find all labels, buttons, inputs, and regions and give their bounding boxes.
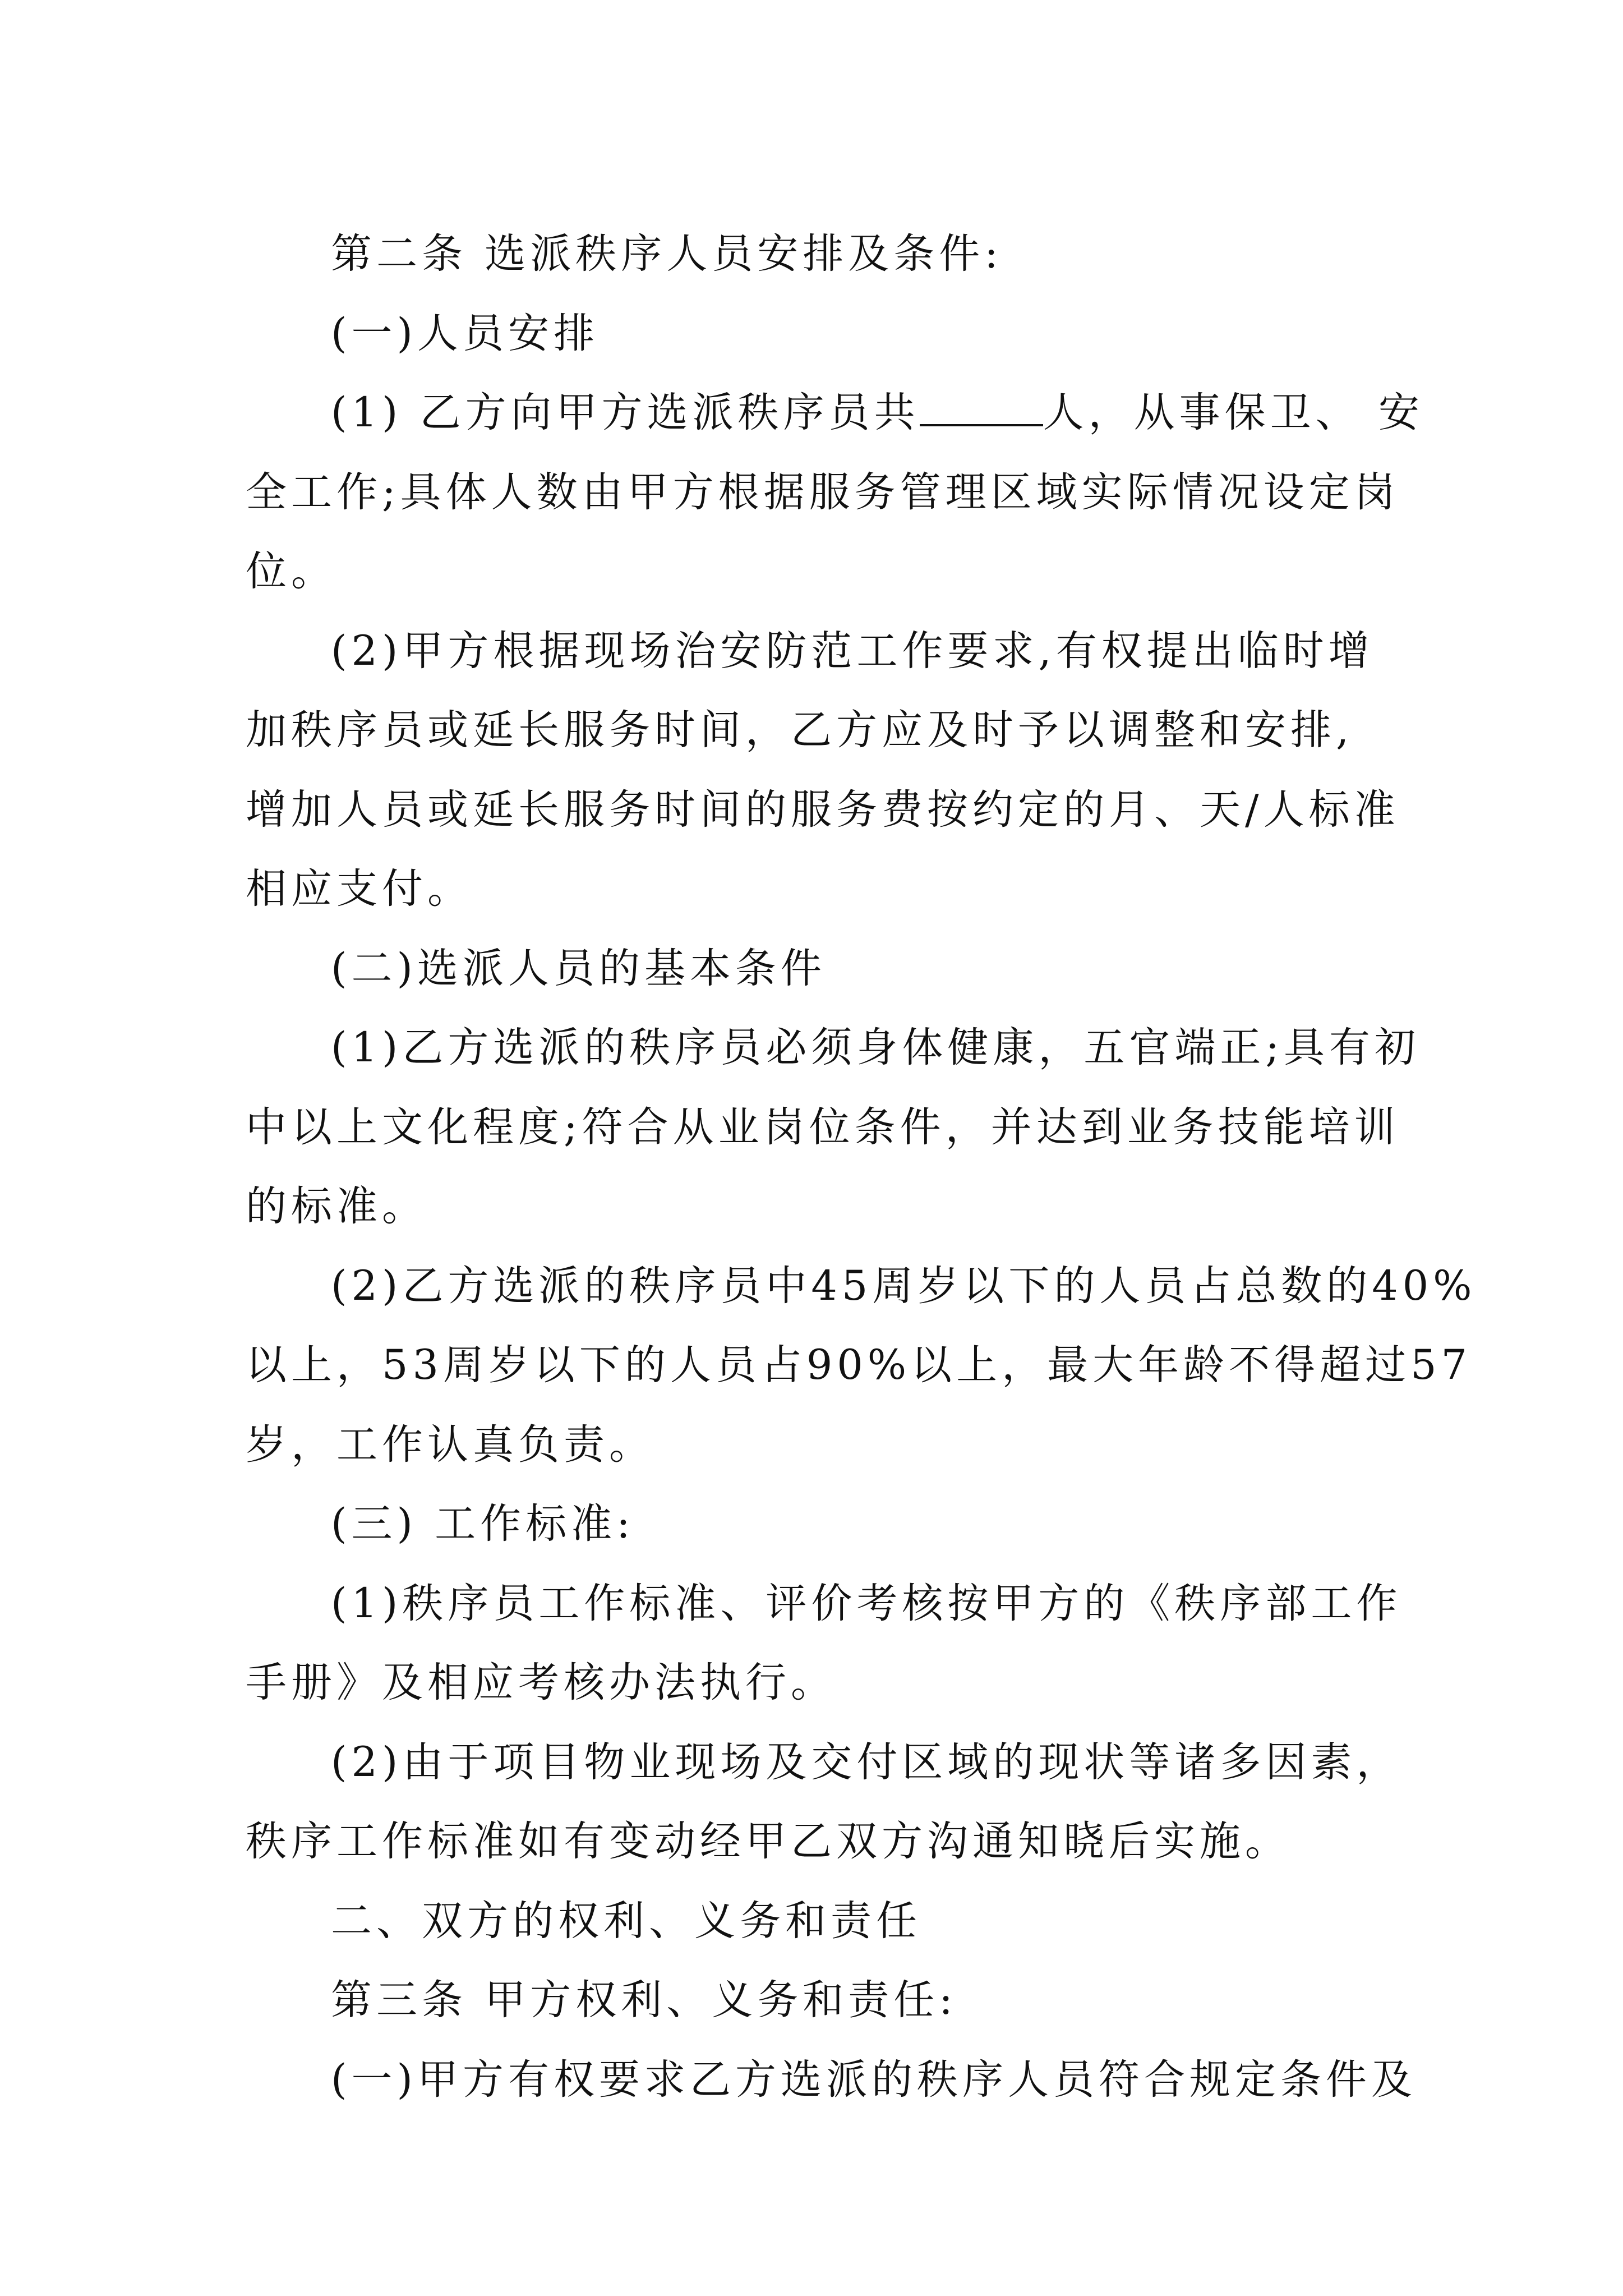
paragraph-line: (1)秩序员工作标准、评价考核按甲方的《秩序部工作 <box>331 1579 1402 1627</box>
section-1-heading: (一)人员安排 <box>331 309 599 357</box>
paragraph-line: (2)乙方选派的秩序员中45周岁以下的人员占总数的40% <box>331 1262 1477 1310</box>
fill-in-blank <box>920 390 1043 426</box>
section-3-heading: (三) 工作标准: <box>331 1500 635 1548</box>
paragraph-line: 以上，53周岁以下的人员占90%以上，最大年龄不得超过57 <box>246 1341 1472 1389</box>
paragraph-line <box>246 373 1424 453</box>
paragraph-line: 中以上文化程度;符合从业岗位条件，并达到业务技能培训 <box>246 1103 1400 1151</box>
section-2-heading: (二)选派人员的基本条件 <box>331 944 826 992</box>
paragraph-line: (2)甲方根据现场治安防范工作要求,有权提出临时增 <box>331 627 1374 675</box>
paragraph-line: 增加人员或延长服务时间的服务费按约定的月、天/人标准 <box>246 785 1400 834</box>
paragraph-line: 手册》及相应考核办法执行。 <box>246 1659 836 1706</box>
paragraph-text: (1) 乙方向甲方选派秩序员共 <box>331 389 920 436</box>
article-3-heading: 第三条 甲方权利、义务和责任: <box>331 1976 957 2024</box>
paragraph-line: 的标准。 <box>246 1182 427 1230</box>
paragraph-text: 人，从事保卫、 安 <box>1043 389 1424 436</box>
paragraph-line: 加秩序员或延长服务时间，乙方应及时予以调整和安排, <box>246 706 1354 754</box>
paragraph-line: 位。 <box>246 547 336 595</box>
paragraph-line: (2)由于项目物业现场及交付区域的现状等诸多因素， <box>331 1738 1402 1786</box>
paragraph-line: (一)甲方有权要求乙方选派的秩序人员符合规定条件及 <box>331 2055 1417 2104</box>
paragraph-line: (1)乙方选派的秩序员必须身体健康，五官端正;具有初 <box>331 1024 1420 1071</box>
paragraph-line: 岁，工作认真负责。 <box>246 1420 654 1469</box>
chapter-2-heading: 二、双方的权利、义务和责任 <box>331 1897 921 1945</box>
article-2-heading: 第二条 选派秩序人员安排及条件: <box>331 230 1003 278</box>
paragraph-line: 全工作;具体人数由甲方根据服务管理区域实际情况设定岗 <box>246 468 1400 516</box>
paragraph-line: 秩序工作标准如有变动经甲乙双方沟通知晓后实施。 <box>246 1818 1290 1865</box>
paragraph-line: 相应支付。 <box>246 865 473 913</box>
